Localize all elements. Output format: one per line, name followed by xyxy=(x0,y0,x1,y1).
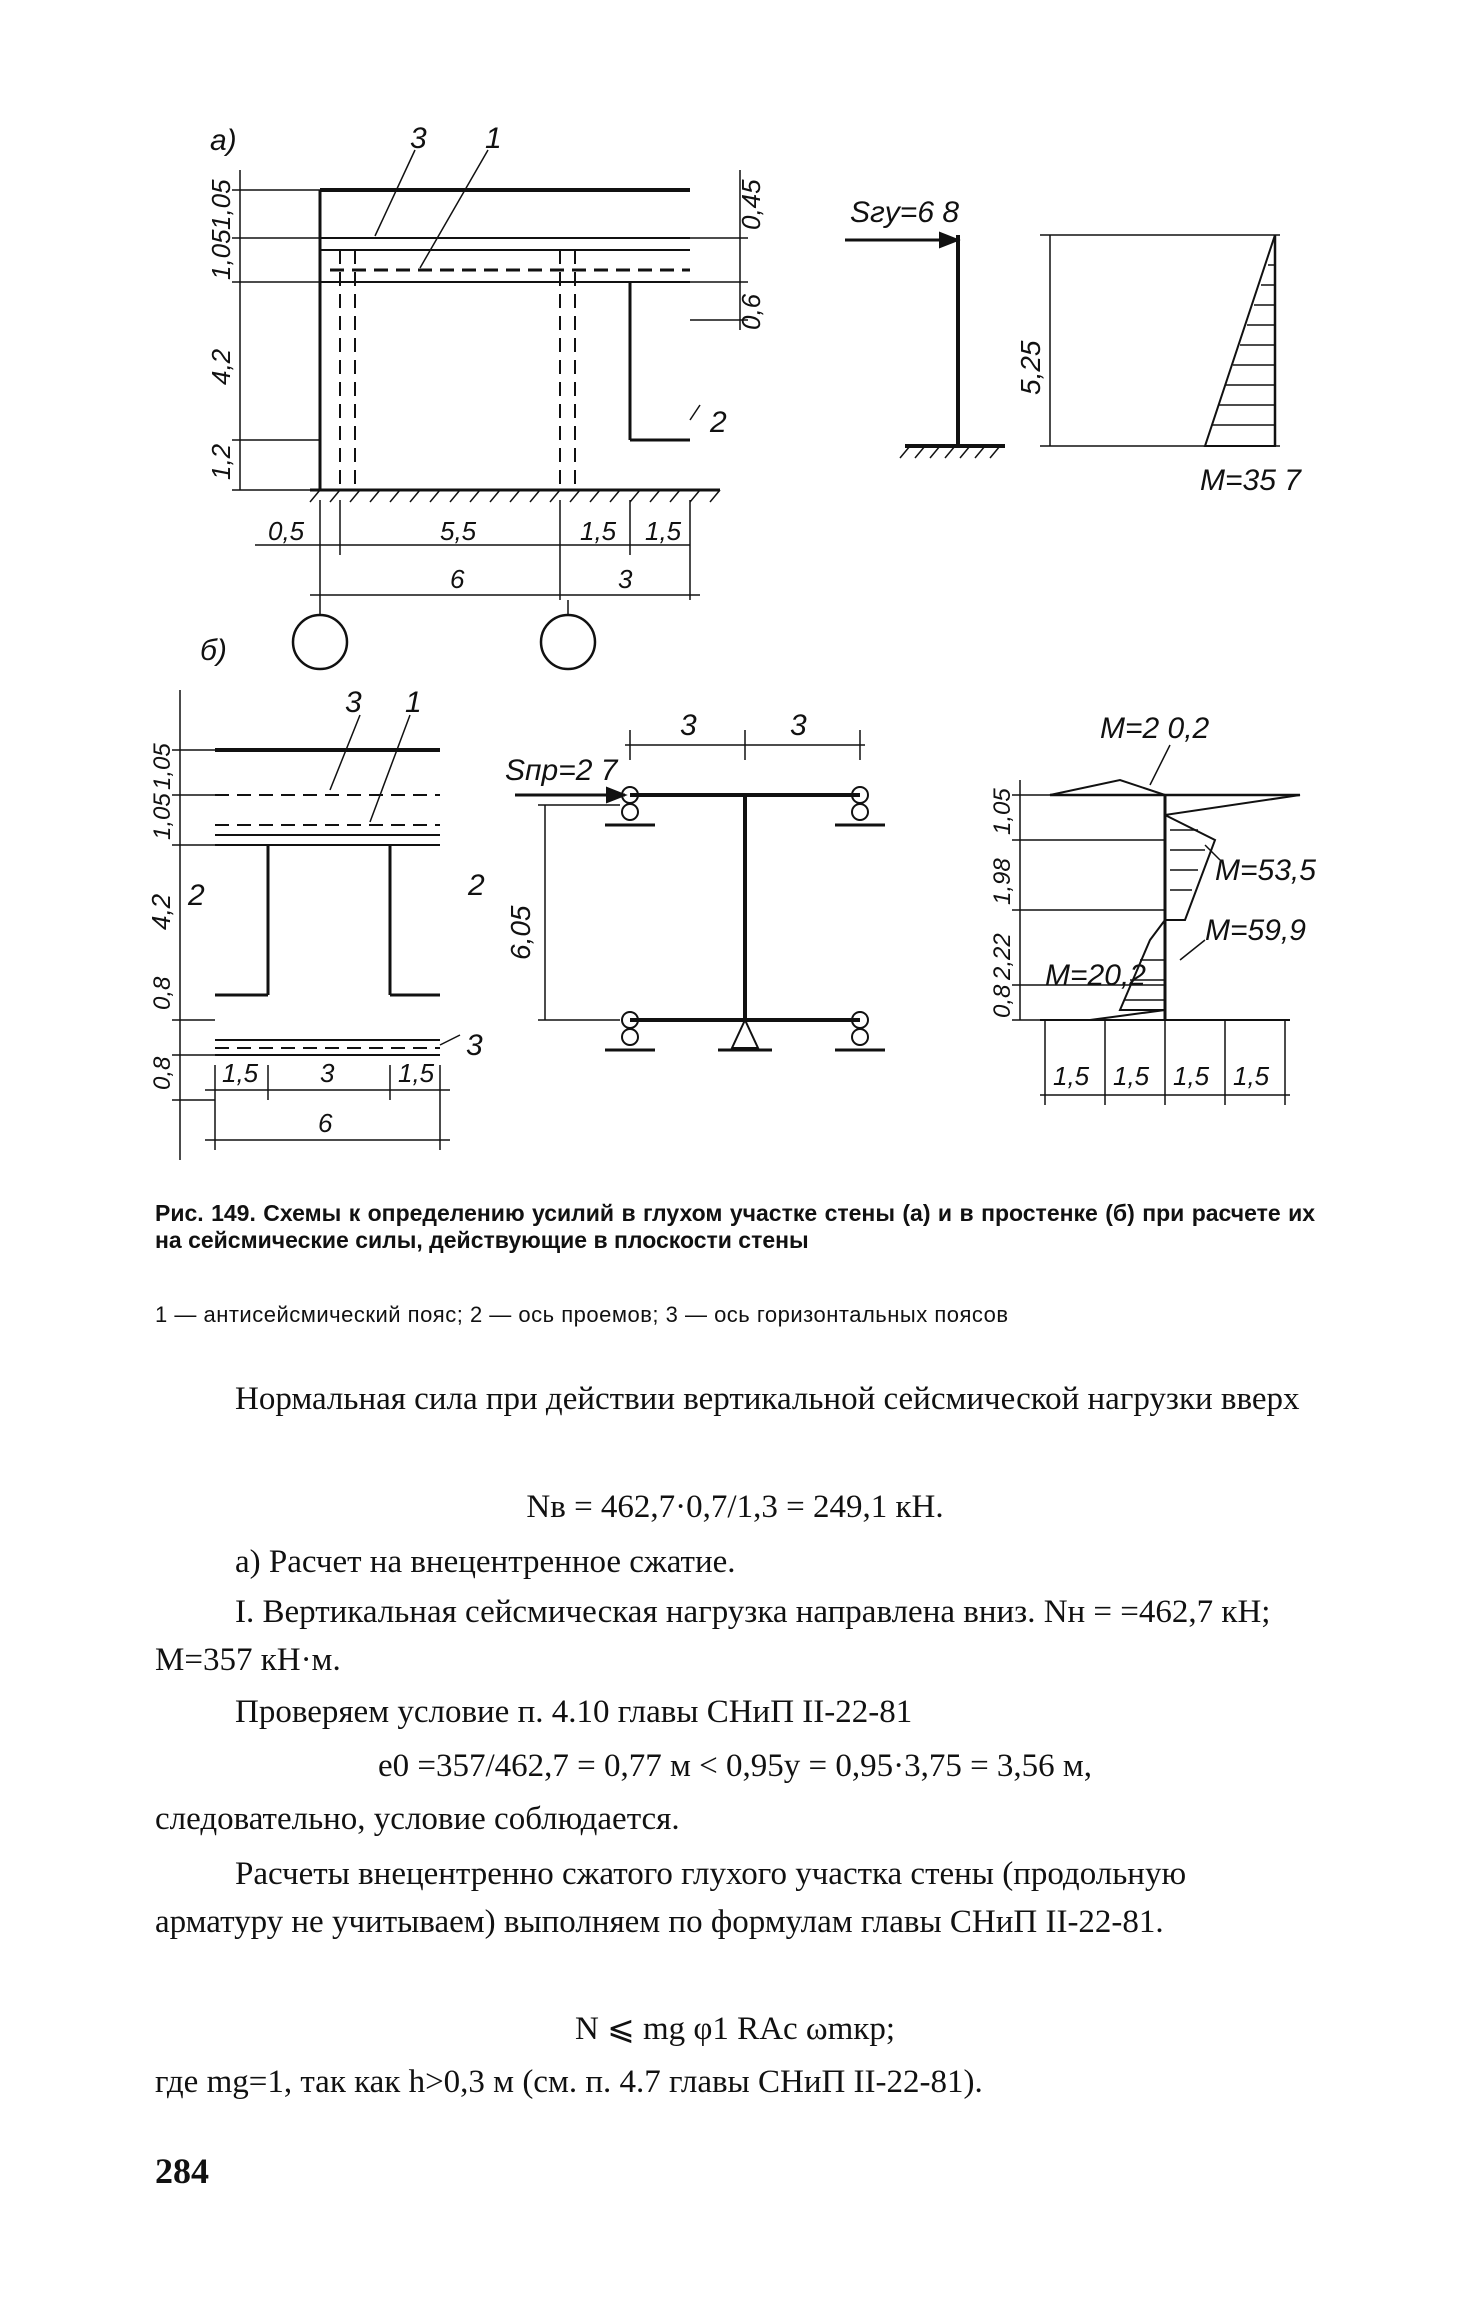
b-bottom-1-5-b: 1,5 xyxy=(398,1058,435,1088)
equation-2: e0 =357/462,7 = 0,77 м < 0,95y = 0,95·3,75 = 3,56 м, xyxy=(377,1748,1093,1784)
b-moment-20-2-top: M=2 0,2 xyxy=(1100,712,1210,745)
a-moment-label: M=35 7 xyxy=(1200,464,1301,497)
b-callout-3: 3 xyxy=(345,686,362,719)
paragraph-6: Расчеты внецентренно сжатого глухого участка стены (продольную арматуру не учитываем) выполняем по формулам главы СНиП II-22-81. xyxy=(155,1856,1187,1940)
b-r-dim-1-98: 1,98 xyxy=(989,858,1016,905)
b-r-bottom-1-5-d: 1,5 xyxy=(1233,1061,1270,1091)
b-span-3-b: 3 xyxy=(790,709,807,742)
a-bottom-0-5: 0,5 xyxy=(268,516,305,546)
b-moment-53-5: M=53,5 xyxy=(1215,854,1316,887)
a-dim-1-05-a: 1,05 xyxy=(206,179,236,230)
a-dim-1-05-b: 1,05 xyxy=(206,229,236,280)
a-dim-0-45: 0,45 xyxy=(736,179,766,230)
b-moment-20-2-low: M=20,2 xyxy=(1045,959,1146,992)
b-r-dim-2-22: 2,22 xyxy=(989,933,1016,980)
paragraph-4: Проверяем условие п. 4.10 главы СНиП II-22-81 xyxy=(235,1694,913,1730)
equation-3: N ⩽ mg φ1 RAc ωmкр; xyxy=(574,2011,896,2047)
a-bottom-5-5: 5,5 xyxy=(440,516,477,546)
a-callout-3: 3 xyxy=(410,122,427,155)
paragraph-2: а) Расчет на внецентренное сжатие. xyxy=(235,1544,736,1580)
a-callout-2: 2 xyxy=(710,406,727,439)
b-r-dim-0-8: 0,8 xyxy=(989,984,1016,1018)
panel-b-label: б) xyxy=(200,634,227,667)
b-bottom-3: 3 xyxy=(320,1058,335,1088)
a-bottom-6: 6 xyxy=(450,564,465,594)
page-number: 284 xyxy=(155,2151,209,2191)
paragraph-1: Нормальная сила при действии вертикальной сейсмической нагрузки вверх xyxy=(235,1381,1300,1417)
paragraph-7: где mg=1, так как h>0,3 м (см. п. 4.7 главы СНиП II-22-81). xyxy=(155,2064,983,2100)
b-callout-2-left: 2 xyxy=(188,879,205,912)
b-r-bottom-1-5-b: 1,5 xyxy=(1113,1061,1150,1091)
b-dim-0-8-a: 0,8 xyxy=(149,976,176,1010)
b-bottom-6: 6 xyxy=(318,1108,333,1138)
a-height-5-25: 5,25 xyxy=(1015,340,1046,395)
a-dim-4-2: 4,2 xyxy=(206,348,236,385)
b-dim-4-2: 4,2 xyxy=(146,893,176,930)
b-dim-1-05-a: 1,05 xyxy=(149,743,176,790)
b-span-3-a: 3 xyxy=(680,709,697,742)
b-callout-3-lower: 3 xyxy=(466,1029,483,1062)
paragraph-3: I. Вертикальная сейсмическая нагрузка направлена вниз. Nн = =462,7 кН; M=357 кН·м. xyxy=(155,1594,1271,1678)
b-r-bottom-1-5-a: 1,5 xyxy=(1053,1061,1090,1091)
a-dim-0-6: 0,6 xyxy=(736,293,766,330)
b-dim-0-8-b: 0,8 xyxy=(149,1056,176,1090)
b-force-label: Sпр=2 7 xyxy=(505,754,618,787)
b-moment-59-9: M=59,9 xyxy=(1205,914,1306,947)
figure-legend: 1 — антисейсмический пояс; 2 — ось проемов; 3 — ось горизонтальных поясов xyxy=(155,1302,1009,1327)
b-bottom-1-5-a: 1,5 xyxy=(222,1058,259,1088)
b-callout-1: 1 xyxy=(405,686,422,719)
figure-caption: Рис. 149. Схемы к определению усилий в глухом участке стены (а) и в простенке (б) при расчете их на сейсмические силы, действующие в плоскости стены xyxy=(155,1200,1315,1253)
a-bottom-1-5-b: 1,5 xyxy=(645,516,682,546)
a-dim-1-2: 1,2 xyxy=(206,443,236,480)
a-force-label: Sгу=6 8 xyxy=(850,196,960,229)
equation-1: Nв = 462,7·0,7/1,3 = 249,1 кН. xyxy=(526,1489,944,1525)
b-height-6-05: 6,05 xyxy=(505,905,536,960)
b-dim-1-05-b: 1,05 xyxy=(149,793,176,840)
a-bottom-1-5-a: 1,5 xyxy=(580,516,617,546)
a-callout-1: 1 xyxy=(485,122,502,155)
panel-a-label: а) xyxy=(210,124,237,157)
paragraph-5: следовательно, условие соблюдается. xyxy=(155,1801,680,1837)
b-callout-2-right: 2 xyxy=(468,869,485,902)
a-bottom-3: 3 xyxy=(618,564,633,594)
b-r-bottom-1-5-c: 1,5 xyxy=(1173,1061,1210,1091)
b-r-dim-1-05: 1,05 xyxy=(989,788,1016,835)
